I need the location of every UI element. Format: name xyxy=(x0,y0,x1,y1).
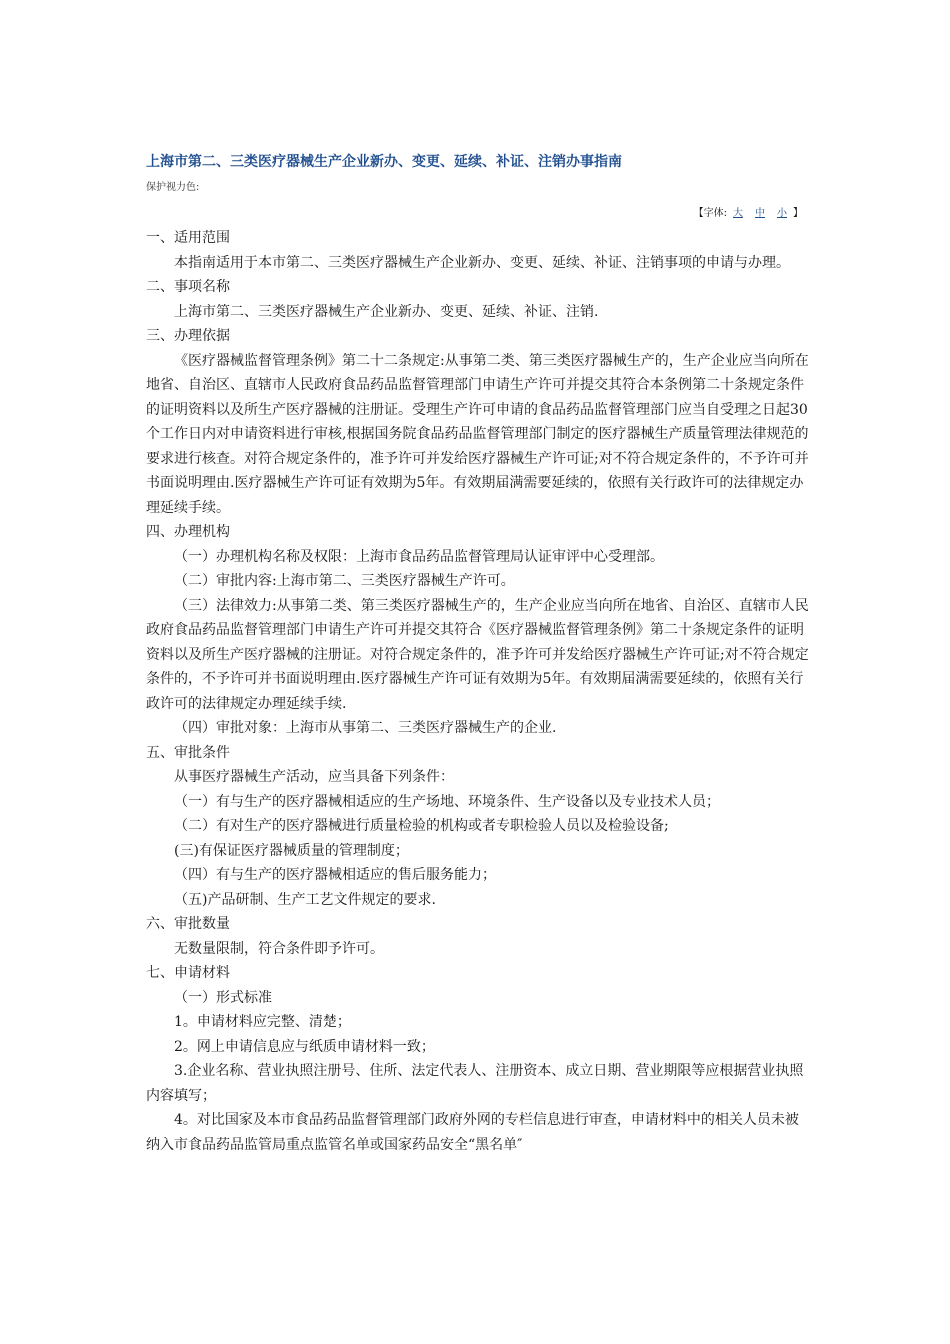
list-item: (三)有保证医疗器械质量的管理制度； xyxy=(174,842,409,859)
subsection-heading: （一）形式标准 xyxy=(174,989,272,1006)
section-heading: 七、申请材料 xyxy=(146,965,230,981)
section-heading: 五、审批条件 xyxy=(146,744,230,761)
font-size-prefix: 【字体: xyxy=(693,208,727,219)
eye-protection-color-label: 保护视力色: xyxy=(146,182,200,193)
list-item: （五)产品研制、生产工艺文件规定的要求. xyxy=(174,891,436,908)
list-item: 3.企业名称、营业执照注册号、住所、法定代表人、注册资本、成立日期、营业期限等应根据营业执照内容填写； xyxy=(146,1063,804,1104)
page-title: 上海市第二、三类医疗器械生产企业新办、变更、延续、补证、注销办事指南 xyxy=(146,154,622,170)
font-medium-link[interactable]: 中 xyxy=(755,208,765,219)
paragraph: 《医疗器械监督管理条例》第二十二条规定:从事第二类、第三类医疗器械生产的，生产企业应当向所在地省、自治区、直辖市人民政府食品药品监督管理部门申请生产许可并提交其符合本条例第二十条规定条件的证明资料以及所生产医疗器械的注册证。受理生产许可申请的食品药品监督管理部门应当自受理之日起30个工作日内对申请资料进行审核,根据国务院食品药品监督管理部门制定的医疗器械生产质量管理法律规范的要求进行核查。对符合规定条件的，准予许可并发给医疗器械生产许可证;对不符合规定条件的，不予许可并书面说明理由.医疗器械生产许可证有效期为5年。有效期届满需要延续的，依照有关行政许可的法律规定办理延续手续。 xyxy=(146,352,809,516)
paragraph: 从事医疗器械生产活动，应当具备下列条件： xyxy=(174,769,454,785)
font-size-selector xyxy=(694,204,803,219)
section-heading: 三、办理依据 xyxy=(146,328,230,344)
list-item: （一）有与生产的医疗器械相适应的生产场地、环境条件、生产设备以及专业技术人员； xyxy=(174,793,720,810)
list-item: 2。网上申请信息应与纸质申请材料一致； xyxy=(174,1038,435,1055)
list-item: （三）法律效力:从事第二类、第三类医疗器械生产的，生产企业应当向所在地省、自治区、直辖市人民政府食品药品监督管理部门申请生产许可并提交其符合《医疗器械监督管理条例》第二十条规定条件的证明资料以及所生产医疗器械的注册证。对符合规定条件的，准予许可并发给医疗器械生产许可证;对不符合规定条件的，不予许可并书面说明理由.医疗器械生产许可证有效期为5年。有效期届满需要延续的，依照有关行政许可的法律规定办理延续手续. xyxy=(146,597,809,712)
font-large-link[interactable]: 大 xyxy=(733,208,743,219)
list-item: （二）有对生产的医疗器械进行质量检验的机构或者专职检验人员以及检验设备; xyxy=(174,818,669,834)
list-item: （四）审批对象：上海市从事第二、三类医疗器械生产的企业. xyxy=(174,720,557,736)
font-small-link[interactable]: 小 xyxy=(777,208,787,219)
section-heading: 一、适用范围 xyxy=(146,230,230,246)
font-size-suffix: 】 xyxy=(793,208,803,219)
list-item: （二）审批内容:上海市第二、三类医疗器械生产许可。 xyxy=(174,573,515,589)
section-heading: 二、事项名称 xyxy=(146,279,230,295)
list-item: 4。对比国家及本市食品药品监督管理部门政府外网的专栏信息进行审查，申请材料中的相关人员未被纳入市食品药品监管局重点监管名单或国家药品安全“黑名单″ xyxy=(146,1112,799,1153)
list-item: 1。申请材料应完整、清楚； xyxy=(174,1014,351,1030)
list-item: （一）办理机构名称及权限：上海市食品药品监督管理局认证审评中心受理部。 xyxy=(174,548,664,565)
list-item: （四）有与生产的医疗器械相适应的售后服务能力； xyxy=(174,867,496,883)
section-heading: 六、审批数量 xyxy=(146,916,230,932)
paragraph: 无数量限制，符合条件即予许可。 xyxy=(174,940,384,957)
guide-body xyxy=(146,226,810,1157)
paragraph: 本指南适用于本市第二、三类医疗器械生产企业新办、变更、延续、补证、注销事项的申请与办理。 xyxy=(174,254,790,271)
section-heading: 四、办理机构 xyxy=(146,524,230,540)
paragraph: 上海市第二、三类医疗器械生产企业新办、变更、延续、补证、注销. xyxy=(174,303,599,320)
